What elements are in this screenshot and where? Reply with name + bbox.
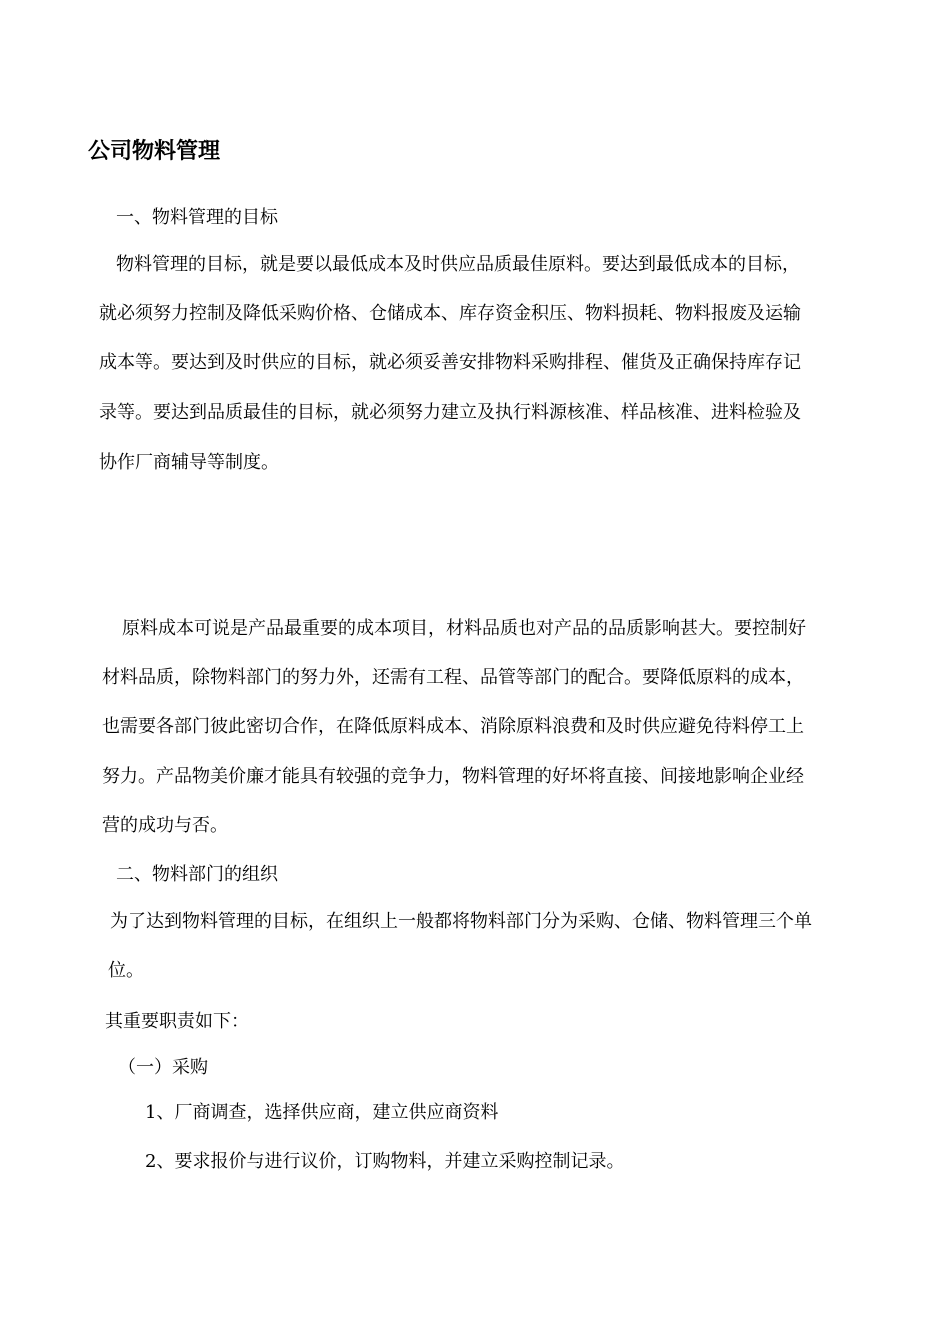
para3-line-2: 位。 bbox=[108, 960, 144, 981]
para1-line-5: 协作厂商辅导等制度。 bbox=[99, 452, 279, 473]
para2-line-2: 材料品质，除物料部门的努力外，还需有工程、品管等部门的配合。要降低原料的成本， bbox=[102, 667, 804, 688]
para2-line-4: 努力。产品物美价廉才能具有较强的竞争力，物料管理的好坏将直接、间接地影响企业经 bbox=[102, 766, 804, 787]
para2-line-5: 营的成功与否。 bbox=[102, 815, 228, 836]
section1-heading: 一、物料管理的目标 bbox=[116, 207, 278, 228]
document-title: 公司物料管理 bbox=[88, 139, 221, 164]
para1-line-3: 成本等。要达到及时供应的目标，就必须妥善安排物料采购排程、催货及正确保持库存记 bbox=[99, 352, 801, 373]
list-item: 1、厂商调查，选择供应商，建立供应商资料 bbox=[145, 1102, 499, 1123]
para1-line-4: 录等。要达到品质最佳的目标，就必须努力建立及执行料源核准、样品核准、进料检验及 bbox=[99, 402, 801, 423]
section2-heading: 二、物料部门的组织 bbox=[116, 864, 278, 885]
subsection-purchasing: （一）采购 bbox=[118, 1057, 208, 1078]
duties-intro: 其重要职责如下： bbox=[105, 1011, 249, 1032]
para3-line-1: 为了达到物料管理的目标，在组织上一般都将物料部门分为采购、仓储、物料管理三个单 bbox=[110, 911, 812, 932]
para2-line-1: 原料成本可说是产品最重要的成本项目，材料品质也对产品的品质影响甚大。要控制好 bbox=[122, 618, 806, 639]
para1-line-1: 物料管理的目标，就是要以最低成本及时供应品质最佳原料。要达到最低成本的目标， bbox=[116, 254, 800, 275]
list-item: 2、要求报价与进行议价，订购物料，并建立采购控制记录。 bbox=[145, 1151, 625, 1172]
para2-line-3: 也需要各部门彼此密切合作，在降低原料成本、消除原料浪费和及时供应避免待料停工上 bbox=[102, 716, 804, 737]
para1-line-2: 就必须努力控制及降低采购价格、仓储成本、库存资金积压、物料损耗、物料报废及运输 bbox=[99, 303, 801, 324]
